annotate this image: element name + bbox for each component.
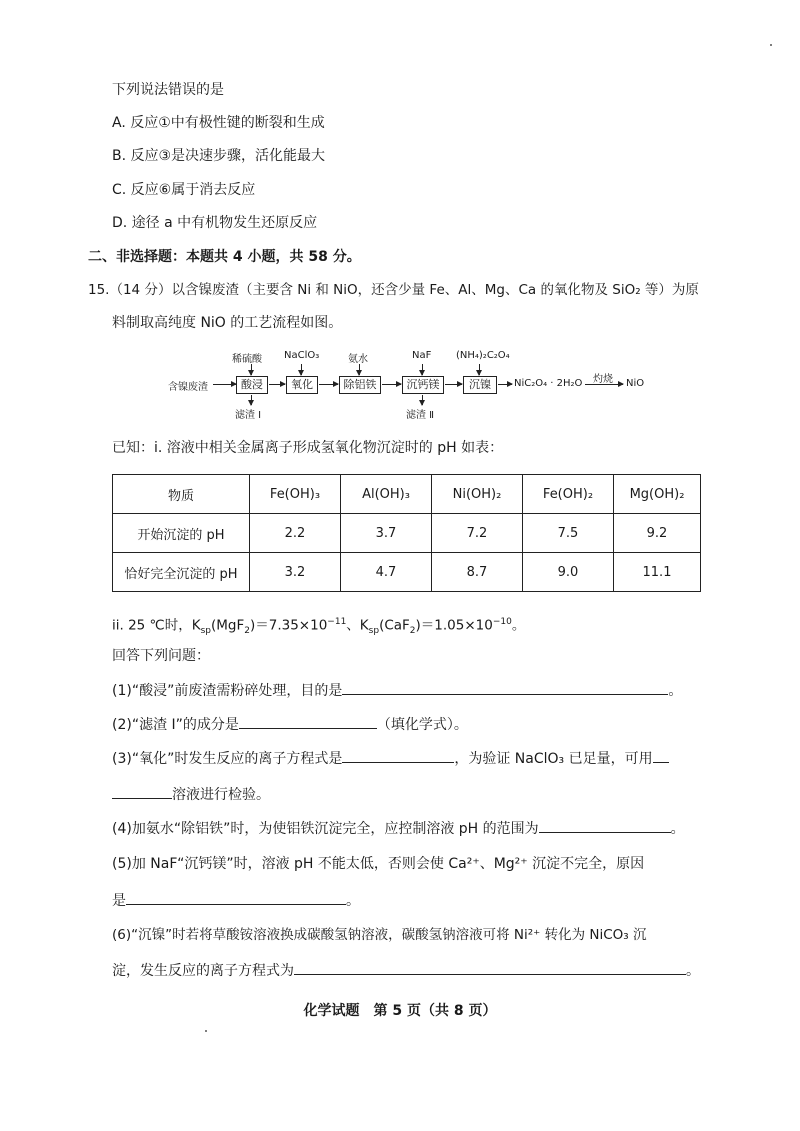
flow-reagent-arrow xyxy=(479,364,480,375)
option-d: D. 途径 a 中有机物发生还原反应 xyxy=(112,215,318,231)
flow-final-condition: 灼烧 xyxy=(593,374,613,385)
answer-blank-5[interactable] xyxy=(126,890,346,905)
table-cell: 3.2 xyxy=(250,553,341,592)
flow-reagent-arrow xyxy=(251,364,252,375)
period: 。 xyxy=(668,683,683,699)
answer-blank-2[interactable] xyxy=(239,714,377,729)
answer-blank-3c[interactable] xyxy=(112,784,172,799)
flow-reagent-2: NaClO₃ xyxy=(284,350,320,361)
table-cell: 7.2 xyxy=(432,514,523,553)
answer-prompt: 回答下列问题： xyxy=(112,648,210,664)
answer-blank-4[interactable] xyxy=(539,818,671,833)
flow-reagent-arrow xyxy=(301,364,302,375)
table-header-row xyxy=(113,475,701,514)
option-c: C. 反应⑥属于消去反应 xyxy=(112,182,256,198)
period: 。 xyxy=(686,963,700,979)
sub-question-4 xyxy=(112,818,685,839)
table-row-label: 恰好完全沉淀的 pH xyxy=(113,553,250,592)
answer-blank-3a[interactable] xyxy=(342,748,454,763)
table-cell: 9.2 xyxy=(614,514,701,553)
table-header-cell: Fe(OH)₃ xyxy=(250,475,341,514)
answer-blank-6[interactable] xyxy=(294,960,686,975)
sub-question-5-cont xyxy=(112,890,360,911)
table-header-cell: Mg(OH)₂ xyxy=(614,475,701,514)
answer-blank-3b[interactable] xyxy=(653,748,669,763)
flow-start: 含镍废渣 xyxy=(168,382,208,393)
table-cell: 2.2 xyxy=(250,514,341,553)
period: 。 xyxy=(670,821,685,837)
sub-question-3-end: 溶液进行检验。 xyxy=(172,787,270,803)
flow-step-remove-al-fe: 除铝铁 xyxy=(339,376,381,394)
flow-reagent-4: NaF xyxy=(412,350,432,361)
sub-question-1-text: (1)“酸浸”前废渣需粉碎处理，目的是 xyxy=(112,683,343,699)
flow-arrow xyxy=(445,384,462,385)
flow-arrow xyxy=(319,384,338,385)
flow-reagent-1: 稀硫酸 xyxy=(232,354,262,365)
table-cell: 7.5 xyxy=(523,514,614,553)
flow-product: NiC₂O₄ · 2H₂O xyxy=(514,378,583,389)
flow-reagent-5: (NH₄)₂C₂O₄ xyxy=(456,350,510,361)
table-row xyxy=(113,553,701,592)
option-a: A. 反应①中有极性键的断裂和生成 xyxy=(112,115,325,131)
table-header-cell: Fe(OH)₂ xyxy=(523,475,614,514)
sub-question-6-text: 淀，发生反应的离子方程式为 xyxy=(112,963,294,979)
flow-reagent-arrow xyxy=(359,364,360,375)
period: 。 xyxy=(346,893,360,909)
flow-arrow xyxy=(269,384,285,385)
table-cell: 4.7 xyxy=(341,553,432,592)
flow-final-product: NiO xyxy=(626,378,645,389)
section-title: 二、非选择题：本题共 4 小题，共 58 分。 xyxy=(88,249,361,265)
sub-question-3-cont xyxy=(112,784,270,805)
flow-arrow xyxy=(585,384,623,385)
sub-question-3 xyxy=(112,748,669,769)
flow-residue-2: 滤渣 Ⅱ xyxy=(406,410,435,421)
table-cell: 9.0 xyxy=(523,553,614,592)
answer-blank-1[interactable] xyxy=(342,680,668,695)
option-b: B. 反应③是决速步骤，活化能最大 xyxy=(112,148,326,164)
sub-question-6: (6)“沉镍”时若将草酸铵溶液换成碳酸氢钠溶液，碳酸氢钠溶液可将 Ni²⁺ 转化为 NiCO₃ 沉 xyxy=(112,927,647,943)
table-cell: 8.7 xyxy=(432,553,523,592)
sub-question-5-text: 是 xyxy=(112,893,126,909)
q15-intro-line2: 料制取高纯度 NiO 的工艺流程如图。 xyxy=(112,315,343,331)
flow-residue-arrow xyxy=(422,395,423,405)
flow-arrow xyxy=(382,384,401,385)
sub-question-3-mid: ，为验证 NaClO₃ 已足量，可用 xyxy=(454,751,653,767)
sub-question-6-cont xyxy=(112,960,700,981)
flow-arrow xyxy=(498,384,512,385)
question-stem: 下列说法错误的是 xyxy=(112,82,224,98)
sub-question-1 xyxy=(112,680,682,701)
known-ii: ii. 25 ℃时，$K_{sp}(MgF_2)=7.35\times 10^{-11}$、$K_{sp}(CaF_2)=1.05\times 10^{-10}$。 xyxy=(112,617,526,637)
flow-step-precipitate-ca-mg: 沉钙镁 xyxy=(402,376,444,394)
sub-question-2-suffix: （填化学式）。 xyxy=(376,717,468,733)
table-row-label: 开始沉淀的 pH xyxy=(113,514,250,553)
flow-residue-arrow xyxy=(251,395,252,405)
sub-question-5: (5)加 NaF“沉钙镁”时，溶液 pH 不能太低，否则会使 Ca²⁺、Mg²⁺ 沉淀不完全，原因 xyxy=(112,856,645,872)
sub-question-2 xyxy=(112,714,468,735)
q15-intro-line1: 15.（14 分）以含镍废渣（主要含 Ni 和 NiO，还含少量 Fe、Al、Mg、Ca 的氧化物及 SiO₂ 等）为原 xyxy=(88,282,699,298)
scan-speck xyxy=(205,1030,207,1032)
table-cell: 3.7 xyxy=(341,514,432,553)
scan-speck xyxy=(770,44,772,46)
page-footer: 化学试题 第 5 页（共 8 页） xyxy=(303,1003,497,1019)
sub-question-3-text: (3)“氧化”时发生反应的离子方程式是 xyxy=(112,751,343,767)
table-cell: 11.1 xyxy=(614,553,701,592)
flow-arrow xyxy=(213,384,236,385)
flow-reagent-arrow xyxy=(422,364,423,375)
flow-residue-1: 滤渣 Ⅰ xyxy=(235,410,262,421)
known-i: 已知：i. 溶液中相关金属离子形成氢氧化物沉淀时的 pH 如表： xyxy=(112,440,504,456)
ph-table xyxy=(112,474,701,592)
sub-question-4-text: (4)加氨水“除铝铁”时，为使铝铁沉淀完全，应控制溶液 pH 的范围为 xyxy=(112,821,539,837)
flow-step-acid-leach: 酸浸 xyxy=(236,376,268,394)
table-header-cell: Ni(OH)₂ xyxy=(432,475,523,514)
table-header-cell: 物质 xyxy=(113,475,250,514)
flow-step-oxidation: 氧化 xyxy=(286,376,318,394)
sub-question-2-text: (2)“滤渣 Ⅰ”的成分是 xyxy=(112,717,239,733)
table-header-cell: Al(OH)₃ xyxy=(341,475,432,514)
flow-step-precipitate-ni: 沉镍 xyxy=(463,376,497,394)
table-row xyxy=(113,514,701,553)
flow-reagent-3: 氨水 xyxy=(348,354,368,365)
